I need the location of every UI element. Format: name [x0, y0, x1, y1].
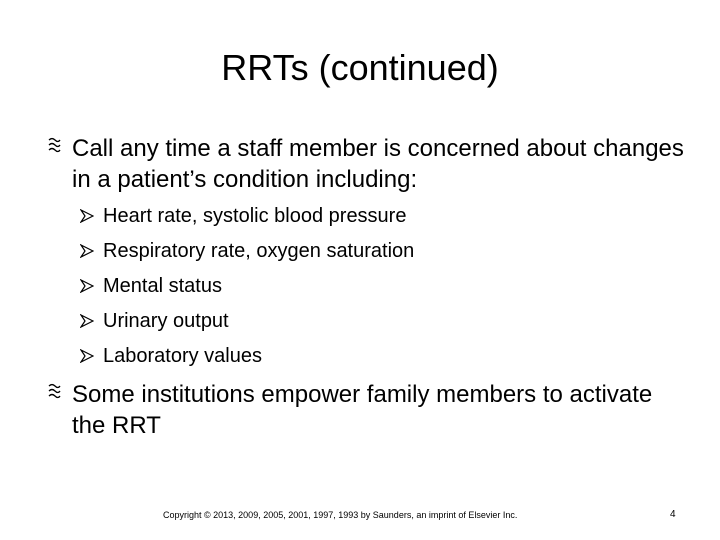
bullet-text: Call any time a staff member is concerned about changes in a patient’s condition including:	[72, 135, 684, 193]
sub-bullet-text: Mental status	[103, 275, 222, 297]
sub-bullet-item	[80, 236, 640, 271]
slide-title: RRTs (continued)	[221, 47, 499, 88]
copyright-notice: Copyright © 2013, 2009, 2005, 2001, 1997, 1993 by Saunders, an imprint of Elsevier Inc.	[163, 510, 518, 520]
sub-bullet-item	[80, 201, 640, 236]
arrowhead-bullet-icon	[80, 349, 94, 363]
sub-bullet-text: Laboratory values	[103, 345, 262, 367]
arrowhead-bullet-icon	[80, 279, 94, 293]
arrowhead-bullet-icon	[80, 314, 94, 328]
sub-bullet-text: Urinary output	[103, 310, 229, 332]
bullet-text: Some institutions empower family members to activate the RRT	[72, 381, 653, 439]
sub-bullet-text: Heart rate, systolic blood pressure	[103, 205, 407, 227]
arrowhead-bullet-icon	[80, 244, 94, 258]
slide-bullet-icon	[46, 136, 62, 154]
sub-bullet-item	[80, 341, 640, 376]
page-number: 4	[670, 509, 676, 520]
sub-bullet-item	[80, 271, 640, 306]
sub-bullet-item	[80, 306, 640, 341]
sub-bullet-list	[80, 201, 640, 376]
arrowhead-bullet-icon	[80, 209, 94, 223]
slide-bullet-icon	[46, 382, 62, 400]
sub-bullet-text: Respiratory rate, oxygen saturation	[103, 240, 415, 262]
